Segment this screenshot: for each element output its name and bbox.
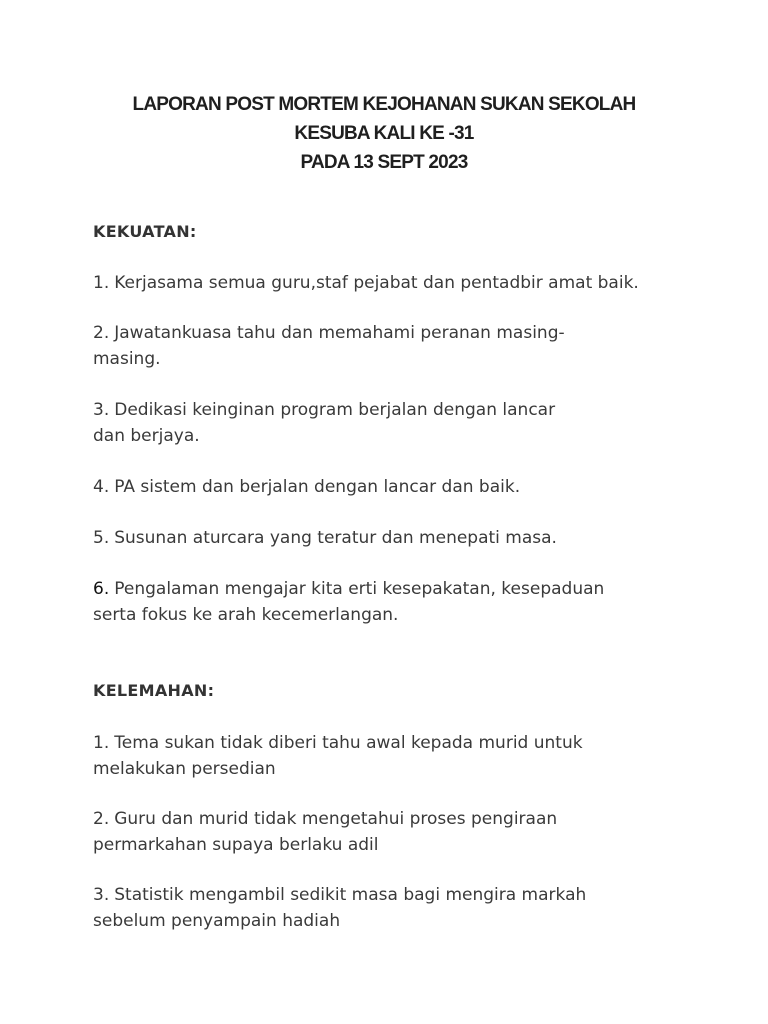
strength-item-1 xyxy=(93,270,693,296)
strengths-heading: KEKUATAN: xyxy=(93,222,197,241)
weakness-item-1 xyxy=(93,730,693,782)
item-text: Susunan aturcara yang teratur dan menepati masa. xyxy=(114,528,557,548)
strength-item-2 xyxy=(93,320,693,372)
strength-item-5 xyxy=(93,525,693,551)
item-number: 3. xyxy=(93,885,110,905)
weaknesses-section xyxy=(93,678,693,704)
strength-item-3 xyxy=(93,397,693,449)
item-text-continued: dan berjaya. xyxy=(93,426,200,446)
item-text-continued: permarkahan supaya berlaku adil xyxy=(93,835,379,855)
title-line-1: LAPORAN POST MORTEM KEJOHANAN SUKAN SEKOLAH xyxy=(132,94,636,115)
item-number: 1. xyxy=(93,273,110,293)
item-text-continued: serta fokus ke arah kecemerlangan. xyxy=(93,605,399,625)
document-title xyxy=(0,90,768,177)
strength-item-6 xyxy=(93,576,693,628)
item-number: 2. xyxy=(93,809,110,829)
item-text: Guru dan murid tidak mengetahui proses pengiraan xyxy=(114,809,558,829)
item-number: 6. xyxy=(93,579,110,599)
item-text-continued: sebelum penyampain hadiah xyxy=(93,911,341,931)
item-text: Kerjasama semua guru,staf pejabat dan pentadbir amat baik. xyxy=(114,273,639,293)
weaknesses-heading: KELEMAHAN: xyxy=(93,681,215,700)
weakness-item-2 xyxy=(93,806,693,858)
item-text: Dedikasi keinginan program berjalan dengan lancar xyxy=(114,400,556,420)
title-line-2: KESUBA KALI KE -31 xyxy=(294,123,474,144)
strength-item-4 xyxy=(93,474,693,500)
item-number: 2. xyxy=(93,323,110,343)
item-text-continued: melakukan persedian xyxy=(93,759,276,779)
strengths-section xyxy=(93,219,693,245)
item-number: 5. xyxy=(93,528,110,548)
item-number: 4. xyxy=(93,477,110,497)
item-text-continued: masing. xyxy=(93,349,161,369)
item-number: 3. xyxy=(93,400,110,420)
item-text: Statistik mengambil sedikit masa bagi mengira markah xyxy=(114,885,587,905)
item-text: PA sistem dan berjalan dengan lancar dan baik. xyxy=(114,477,521,497)
item-text: Jawatankuasa tahu dan memahami peranan masing- xyxy=(114,323,565,343)
item-text: Tema sukan tidak diberi tahu awal kepada murid untuk xyxy=(114,733,583,753)
item-number: 1. xyxy=(93,733,110,753)
title-line-3: PADA 13 SEPT 2023 xyxy=(300,152,468,173)
item-text: Pengalaman mengajar kita erti kesepakatan, kesepaduan xyxy=(114,579,605,599)
weakness-item-3 xyxy=(93,882,693,934)
